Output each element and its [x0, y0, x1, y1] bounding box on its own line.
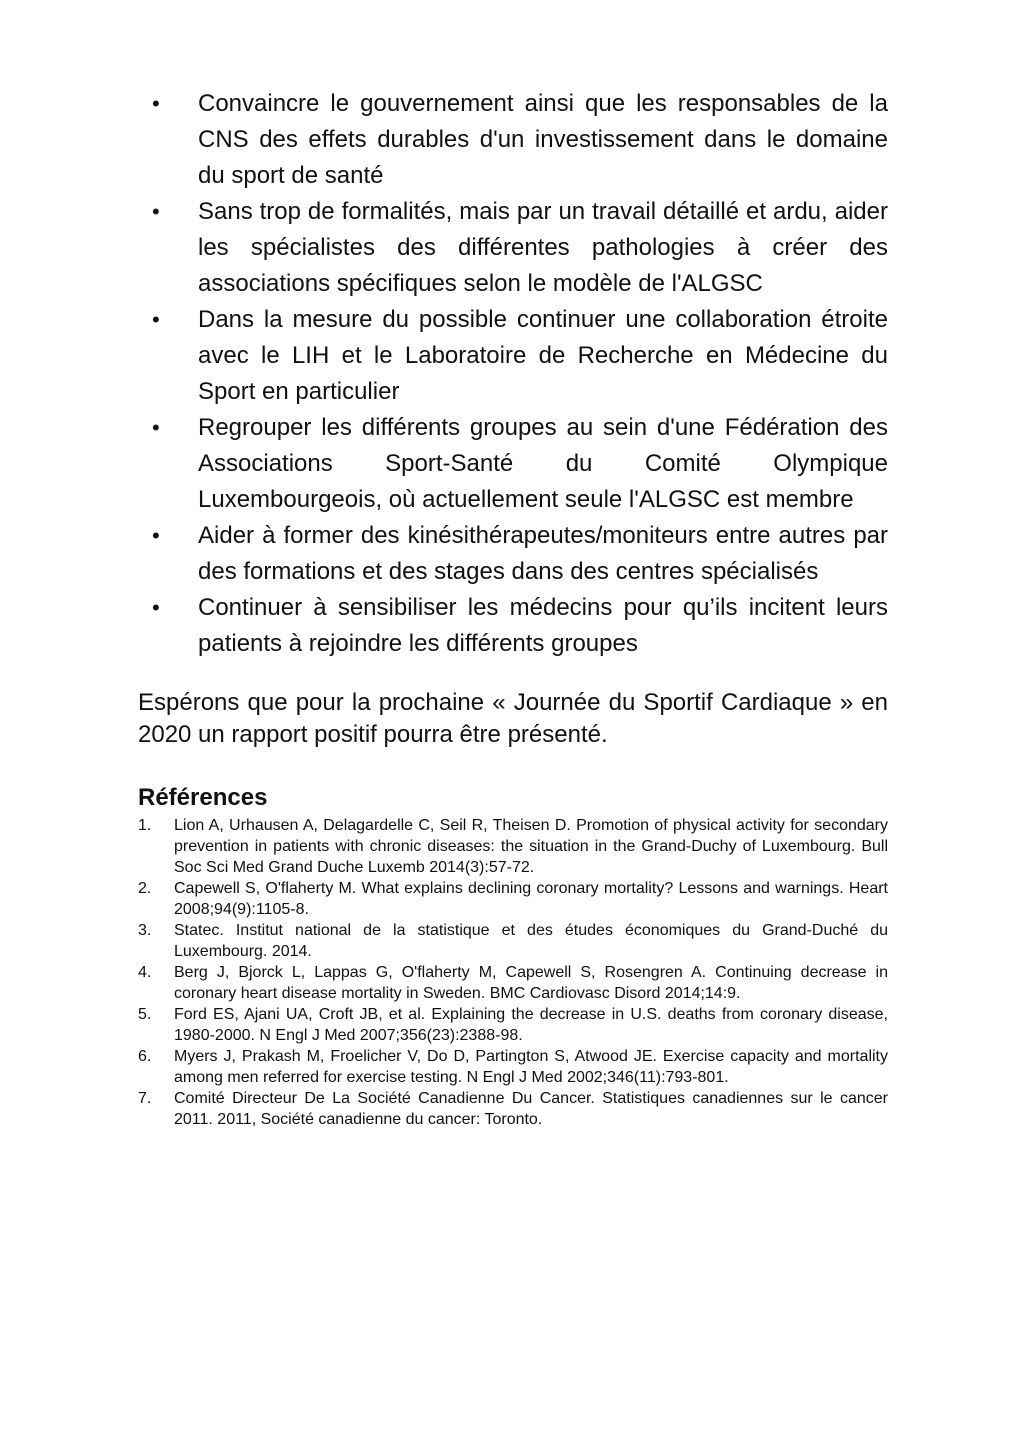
- bullet-text: Aider à former des kinésithérapeutes/moniteurs entre autres par des formations et des stages dans des centres spécialisés: [198, 522, 888, 585]
- reference-number: 3.: [138, 922, 152, 939]
- reference-number: 5.: [138, 1006, 152, 1023]
- bullet-icon: •: [152, 415, 160, 440]
- reference-item: [138, 815, 888, 878]
- reference-item: [138, 1088, 888, 1130]
- reference-text: Capewell S, O'flaherty M. What explains declining coronary mortality? Lessons and warnings. Heart 2008;94(9):1105-8.: [174, 880, 888, 918]
- bullet-text: Dans la mesure du possible continuer une collaboration étroite avec le LIH et le Laboratoire de Recherche en Médecine du Sport en particulier: [198, 306, 888, 405]
- reference-number: 4.: [138, 964, 152, 981]
- closing-paragraph: Espérons que pour la prochaine « Journée du Sportif Cardiaque » en 2020 un rapport positif pourra être présenté.: [138, 689, 888, 748]
- reference-item: [138, 878, 888, 920]
- reference-text: Ford ES, Ajani UA, Croft JB, et al. Explaining the decrease in U.S. deaths from coronary disease, 1980-2000. N Engl J Med 2007;356(23):2388-98.: [174, 1006, 888, 1044]
- bullet-text: Regrouper les différents groupes au sein d'une Fédération des Associations Sport-Santé du Comité Olympique Luxembourgeois, où actuellement seule l'ALGSC est membre: [198, 414, 888, 513]
- bullet-text: Sans trop de formalités, mais par un travail détaillé et ardu, aider les spécialistes des différentes pathologies à créer des associations spécifiques selon le modèle de l'ALGSC: [198, 198, 888, 297]
- bullet-icon: •: [152, 199, 160, 224]
- bullet-icon: •: [152, 523, 160, 548]
- list-item: [138, 86, 888, 194]
- reference-item: [138, 1046, 888, 1088]
- reference-item: [138, 920, 888, 962]
- reference-number: 6.: [138, 1048, 152, 1065]
- bullet-icon: •: [152, 595, 160, 620]
- recommendations-list: [138, 86, 888, 662]
- list-item: [138, 410, 888, 518]
- list-item: [138, 518, 888, 590]
- reference-text: Lion A, Urhausen A, Delagardelle C, Seil R, Theisen D. Promotion of physical activity for secondary prevention in patients with chronic diseases: the situation in the Grand-Duchy of Luxembourg. Bull Soc Sci Med Grand Duche Luxemb 2014(3):57-72.: [174, 817, 888, 876]
- reference-text: Comité Directeur De La Société Canadienne Du Cancer. Statistiques canadiennes sur le cancer 2011. 2011, Société canadienne du cancer: Toronto.: [174, 1090, 888, 1128]
- list-item: [138, 302, 888, 410]
- bullet-icon: •: [152, 307, 160, 332]
- references-list: [138, 815, 888, 1130]
- document-page: [138, 86, 888, 1130]
- reference-item: [138, 1004, 888, 1046]
- bullet-text: Convaincre le gouvernement ainsi que les responsables de la CNS des effets durables d'un investissement dans le domaine du sport de santé: [198, 90, 888, 189]
- references-heading: Références: [138, 784, 268, 811]
- reference-number: 2.: [138, 880, 152, 897]
- bullet-icon: •: [152, 91, 160, 116]
- reference-text: Statec. Institut national de la statistique et des études économiques du Grand-Duché du Luxembourg. 2014.: [174, 922, 888, 960]
- reference-item: [138, 962, 888, 1004]
- reference-text: Myers J, Prakash M, Froelicher V, Do D, Partington S, Atwood JE. Exercise capacity and mortality among men referred for exercise testing. N Engl J Med 2002;346(11):793-801.: [174, 1048, 888, 1086]
- list-item: [138, 590, 888, 662]
- bullet-text: Continuer à sensibiliser les médecins pour qu’ils incitent leurs patients à rejoindre les différents groupes: [198, 594, 888, 657]
- reference-number: 7.: [138, 1090, 152, 1107]
- reference-number: 1.: [138, 817, 152, 834]
- list-item: [138, 194, 888, 302]
- reference-text: Berg J, Bjorck L, Lappas G, O'flaherty M, Capewell S, Rosengren A. Continuing decrease in coronary heart disease mortality in Sweden. BMC Cardiovasc Disord 2014;14:9.: [174, 964, 888, 1002]
